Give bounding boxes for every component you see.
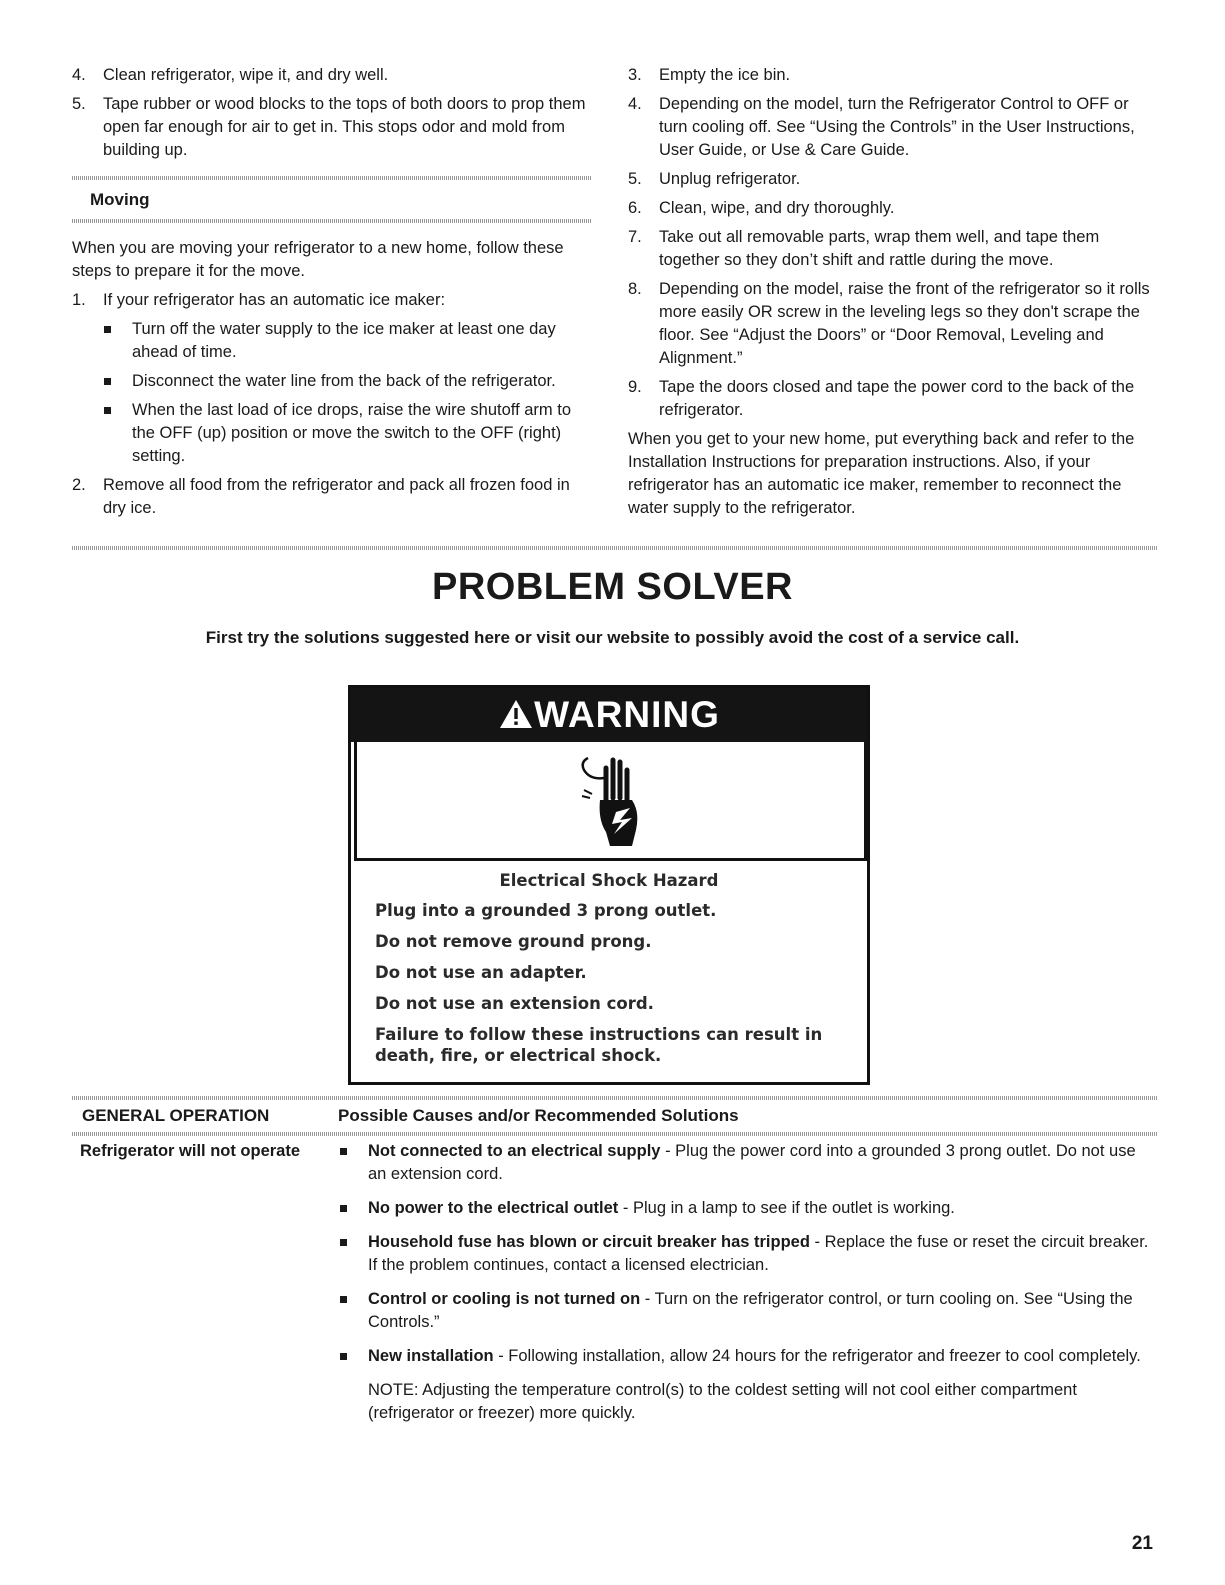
page-number: 21 bbox=[1131, 1533, 1153, 1554]
step-3: 3. Empty the ice bin. bbox=[628, 66, 791, 84]
solution-item: Not connected to an electrical supply - Plug the power cord into a grounded 3 prong outlet. Do not use an extension cord. bbox=[338, 1140, 1158, 1186]
step-4-clean: 4. Clean refrigerator, wipe it, and dry well. bbox=[72, 66, 389, 84]
electrical-shock-hand-icon bbox=[576, 750, 646, 850]
warning-triangle-icon bbox=[498, 698, 534, 730]
solutions-list bbox=[338, 1140, 1158, 1425]
col-general-operation: GENERAL OPERATION bbox=[82, 1106, 270, 1125]
bullet-square-icon bbox=[338, 1140, 368, 1186]
moving-closing: When you get to your new home, put everything back and refer to the Installation Instructions for preparation instructions. Also, if your refrigerator has an automatic ice maker, remember to reconnect the water supply to the refrigerator. bbox=[628, 430, 1135, 517]
solution-item: Household fuse has blown or circuit breaker has tripped - Replace the fuse or reset the circuit breaker. If the problem continues, contact a licensed electrician. bbox=[338, 1231, 1158, 1277]
moving-heading: Moving bbox=[90, 190, 150, 209]
step-2-remove-food: 2. Remove all food from the refrigerator and pack all frozen food in dry ice. bbox=[72, 476, 570, 517]
bullet-square-icon bbox=[338, 1288, 368, 1334]
step-7: 7. Take out all removable parts, wrap them well, and tape them together so they don’t shift and rattle during the move. bbox=[628, 228, 1100, 269]
warning-box bbox=[348, 685, 870, 1085]
warning-line: Plug into a grounded 3 prong outlet. bbox=[375, 901, 717, 920]
step-1-ice-maker: 1. If your refrigerator has an automatic ice maker: bbox=[72, 291, 446, 309]
hazard-title: Electrical Shock Hazard bbox=[499, 871, 719, 890]
step-4: 4. Depending on the model, turn the Refrigerator Control to OFF or turn cooling off. See “Using the Controls” in the User Instructions, User Guide, or Use & Care Guide. bbox=[628, 95, 1135, 159]
bullet-square-icon bbox=[338, 1345, 368, 1368]
step-8: 8. Depending on the model, raise the front of the refrigerator so it rolls more easily OR screw in the leveling legs so they don't scrape the floor. See “Adjust the Doors” or “Door Removal, Leveling and Alignment.” bbox=[628, 280, 1150, 367]
dotted-divider bbox=[72, 219, 592, 223]
warning-icon-panel bbox=[354, 742, 867, 861]
issue-label: Refrigerator will not operate bbox=[80, 1142, 301, 1160]
left-column bbox=[72, 64, 592, 526]
table-header-row bbox=[72, 1100, 1157, 1132]
solution-item: New installation - Following installation, allow 24 hours for the refrigerator and freezer to cool completely. bbox=[338, 1345, 1158, 1368]
general-operation-header bbox=[72, 1096, 1157, 1136]
step-9: 9. Tape the doors closed and tape the power cord to the back of the refrigerator. bbox=[628, 378, 1135, 419]
warning-line: Do not use an extension cord. bbox=[375, 994, 654, 1013]
bullet-item: Turn off the water supply to the ice maker at least one day ahead of time. bbox=[102, 318, 592, 364]
col-causes-solutions: Possible Causes and/or Recommended Solutions bbox=[338, 1106, 739, 1125]
bullet-square-icon bbox=[102, 399, 132, 468]
page-subtitle: First try the solutions suggested here or visit our website to possibly avoid the cost of a service call. bbox=[205, 628, 1020, 647]
step-5: 5. Unplug refrigerator. bbox=[628, 170, 801, 188]
bullet-square-icon bbox=[338, 1231, 368, 1277]
bullet-square-icon bbox=[338, 1197, 368, 1220]
bullet-square-icon bbox=[102, 370, 132, 393]
solution-item: No power to the electrical outlet - Plug in a lamp to see if the outlet is working. bbox=[338, 1197, 1158, 1220]
warning-line: Failure to follow these instructions can result in death, fire, or electrical shock. bbox=[375, 1025, 823, 1065]
bullet-item: Disconnect the water line from the back of the refrigerator. bbox=[102, 370, 592, 393]
page-title: PROBLEM SOLVER bbox=[432, 566, 793, 608]
dotted-divider bbox=[72, 1132, 1157, 1136]
right-column bbox=[628, 64, 1156, 526]
bullet-square-icon bbox=[102, 318, 132, 364]
step-6: 6. Clean, wipe, and dry thoroughly. bbox=[628, 199, 895, 217]
moving-intro: When you are moving your refrigerator to a new home, follow these steps to prepare it for the move. bbox=[72, 239, 564, 280]
warning-line: Do not use an adapter. bbox=[375, 963, 587, 982]
bullet-item: When the last load of ice drops, raise the wire shutoff arm to the OFF (up) position or move the switch to the OFF (right) setting. bbox=[102, 399, 592, 468]
warning-header: WARNING bbox=[351, 688, 867, 742]
note: NOTE: Adjusting the temperature control(s) to the coldest setting will not cool either compartment (refrigerator or freezer) more quickly. bbox=[368, 1381, 1077, 1422]
step-5-tape-blocks: 5. Tape rubber or wood blocks to the tops of both doors to prop them open far enough for air to get in. This stops odor and mold from building up. bbox=[72, 95, 586, 159]
warning-line: Do not remove ground prong. bbox=[375, 932, 652, 951]
warning-text bbox=[351, 861, 867, 1066]
section-divider bbox=[72, 546, 1157, 550]
moving-heading-block bbox=[72, 176, 592, 223]
solution-item: Control or cooling is not turned on - Turn on the refrigerator control, or turn cooling on. See “Using the Controls.” bbox=[338, 1288, 1158, 1334]
